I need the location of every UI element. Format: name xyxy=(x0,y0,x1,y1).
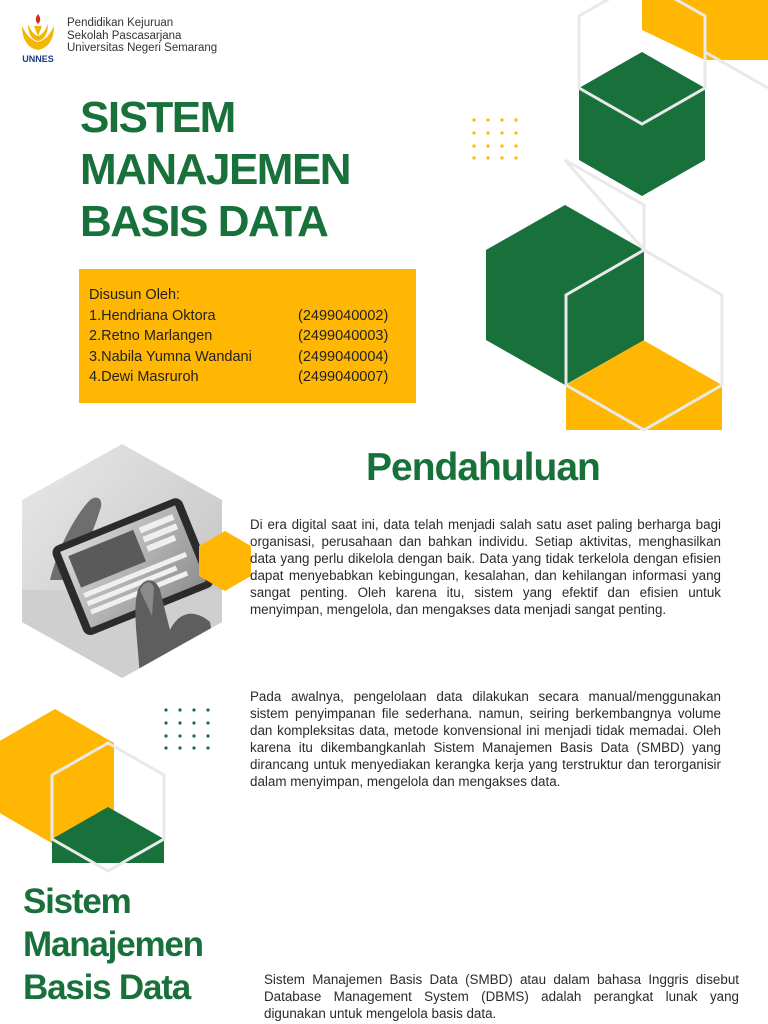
author-id: (2499040003) xyxy=(298,328,389,344)
authors-label: Disusun Oleh: xyxy=(89,287,181,303)
section-heading-pendahuluan: Pendahuluan xyxy=(366,446,600,489)
title-line: MANAJEMEN xyxy=(80,145,351,194)
author-name: 4.Dewi Masruroh xyxy=(89,369,199,385)
section2-heading-line: Manajemen xyxy=(23,925,203,964)
intro-paragraph: Di era digital saat ini, data telah menjadi salah satu aset paling berharga bagi organisasi, perusahaan dan bahkan individu. Setiap aktivitas, menghasilkan data yang perlu dikelola dengan baik. Data yang tidak terkelola dengan efisien dapat menyebabkan kebingungan, kesalahan, dan kehilangan informasi yang sangat penting. Oleh karena itu, sistem yang efektif dan efisien untuk menyimpan, mengelola, dan mengakses data menjadi sangat penting. xyxy=(250,517,721,618)
unnes-logo xyxy=(18,12,58,64)
author-row xyxy=(89,367,416,388)
author-name: 1.Hendriana Oktora xyxy=(89,307,216,324)
author-name: 3.Nabila Yumna Wandani xyxy=(89,348,252,365)
smbd-paragraph: Sistem Manajemen Basis Data (SMBD) atau dalam bahasa Inggris disebut Database Management System (DBMS) adalah perangkat lunak yang digunakan untuk mengelola basis data. xyxy=(264,972,739,1022)
section2-heading-line: Basis Data xyxy=(23,968,190,1007)
title-line: BASIS DATA xyxy=(80,197,328,246)
author-row xyxy=(89,326,416,347)
institution-name xyxy=(67,17,217,55)
institution-line: Universitas Negeri Semarang xyxy=(67,42,218,54)
section-heading-smbd xyxy=(23,880,203,1009)
author-row xyxy=(89,347,416,368)
dot-grid-top xyxy=(468,116,528,166)
author-id: (2499040002) xyxy=(298,307,389,324)
title-line: SISTEM xyxy=(80,93,235,142)
author-row xyxy=(89,306,416,327)
author-id: (2499040007) xyxy=(298,369,389,385)
institution-line: Pendidikan Kejuruan xyxy=(67,17,174,29)
hexagon-decoration-left xyxy=(0,705,170,865)
authors-box xyxy=(79,269,416,403)
logo-text: UNNES xyxy=(22,54,54,64)
institution-line: Sekolah Pascasarjana xyxy=(67,29,182,42)
author-name: 2.Retno Marlangen xyxy=(89,328,213,344)
author-id: (2499040004) xyxy=(298,348,389,365)
section2-heading-line: Sistem xyxy=(23,882,131,921)
small-yellow-hexagon xyxy=(197,530,253,592)
intro-paragraph: Pada awalnya, pengelolaan data dilakukan secara manual/menggunakan sistem penyimpanan file sederhana. namun, seiring berkembangnya volume dan kompleksitas data, metode konvensional ini menjadi tidak memadai. Oleh karena itu dikembangkanlah Sistem Manajemen Basis Data (SMBD) yang dirancang untuk menyediakan kerangka kerja yang terstruktur dan terorganisir dalam menyimpan, mengelola dan mengakses data. xyxy=(250,689,721,790)
page-title xyxy=(80,92,350,248)
